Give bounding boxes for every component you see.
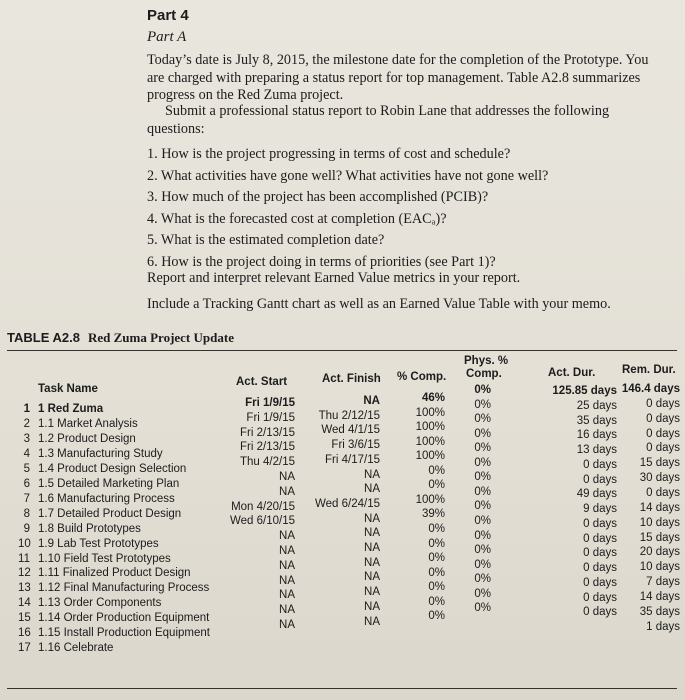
cell-actual-duration: 16 days	[576, 429, 617, 442]
cell-percent-complete: 0%	[428, 522, 445, 535]
cell-remaining-duration: 35 days	[639, 605, 680, 618]
cell-remaining-duration: 7 days	[646, 576, 680, 589]
cell-actual-duration: 0 days	[583, 532, 617, 545]
cell-remaining-duration: 0 days	[646, 442, 680, 455]
cell-actual-finish: NA	[364, 586, 380, 599]
cell-row-number: 1	[23, 403, 30, 415]
cell-row-number: 12	[18, 567, 31, 580]
cell-task-name: 1.14 Order Production Equipment	[38, 612, 210, 625]
question-item: 5. What is the estimated completion date?	[147, 232, 385, 248]
cell-percent-complete: 46%	[421, 392, 445, 404]
cell-actual-finish: NA	[364, 512, 380, 525]
cell-actual-duration: 0 days	[583, 458, 617, 471]
cell-task-name: 1.15 Install Production Equipment	[38, 627, 210, 640]
cell-actual-start: Fri 2/13/15	[240, 426, 295, 439]
cell-task-name: 1.7 Detailed Product Design	[38, 507, 182, 520]
cell-remaining-duration: 14 days	[639, 590, 680, 603]
cell-task-name: 1.13 Order Components	[38, 597, 162, 610]
cell-actual-finish: NA	[364, 527, 380, 540]
cell-remaining-duration: 0 days	[646, 486, 680, 499]
cell-percent-complete: 100%	[415, 493, 445, 506]
cell-actual-finish: Thu 2/12/15	[318, 409, 380, 422]
intro-paragraph: Today’s date is July 8, 2015, the milestone date for the completion of the Prototype. You are charged with preparing a status report for top management. Table A2.8 summarizes progress on the Red Zuma project.	[147, 52, 649, 103]
cell-actual-finish: Wed 6/24/15	[314, 497, 380, 510]
cell-row-number: 17	[18, 642, 31, 655]
cell-actual-duration: 49 days	[576, 488, 617, 501]
report-note: Report and interpret relevant Earned Value metrics in your report.	[147, 270, 521, 286]
cell-remaining-duration: 15 days	[639, 457, 680, 470]
cell-physical-complete: 0%	[474, 514, 491, 527]
cell-actual-duration: 25 days	[576, 399, 617, 412]
cell-actual-start: NA	[279, 545, 295, 557]
cell-task-name: 1.5 Detailed Marketing Plan	[38, 477, 180, 490]
cell-physical-complete: 0%	[474, 384, 491, 396]
cell-row-number: 7	[23, 492, 30, 505]
cell-physical-complete: 0%	[474, 558, 491, 571]
cell-percent-complete: 0%	[428, 552, 445, 565]
question-item: 1. How is the project progressing in terms of cost and schedule?	[147, 146, 511, 162]
cell-row-number: 9	[23, 522, 30, 535]
include-note: Include a Tracking Gantt chart as well as an Earned Value Table with your memo.	[147, 296, 611, 312]
cell-physical-complete: 0%	[474, 442, 491, 455]
table-title: Red Zuma Project Update	[87, 330, 234, 345]
cell-actual-start: Fri 1/9/15	[245, 397, 295, 409]
cell-actual-start: NA	[279, 471, 295, 483]
question-item: 2. What activities have gone well? What activities have not gone well?	[147, 167, 549, 184]
cell-remaining-duration: 0 days	[646, 412, 680, 425]
cell-actual-duration: 0 days	[583, 562, 617, 574]
cell-row-number: 3	[23, 432, 30, 445]
cell-task-name: 1 Red Zuma	[38, 403, 104, 415]
cell-physical-complete: 0%	[474, 500, 491, 513]
cell-task-name: 1.10 Field Test Prototypes	[38, 552, 171, 565]
cell-percent-complete: 0%	[428, 479, 445, 492]
cell-physical-complete: 0%	[474, 413, 491, 426]
cell-remaining-duration: 1 days	[646, 620, 680, 633]
instruction-paragraph: Submit a professional status report to Robin Lane that addresses the following questions:	[147, 103, 610, 137]
cell-actual-start: NA	[279, 530, 295, 543]
cell-physical-complete: 0%	[474, 529, 491, 542]
cell-physical-complete: 0%	[474, 471, 491, 484]
header-act-dur: Act. Dur.	[548, 367, 596, 379]
cell-actual-finish: NA	[364, 600, 380, 613]
cell-task-name: 1.4 Product Design Selection	[38, 462, 187, 475]
sub-heading: Part A	[147, 29, 187, 45]
cell-actual-start: NA	[279, 559, 295, 572]
cell-percent-complete: 0%	[428, 581, 445, 594]
cell-actual-duration: 0 days	[583, 591, 617, 604]
cell-task-name: 1.9 Lab Test Prototypes	[38, 537, 159, 550]
cell-actual-finish: NA	[364, 615, 380, 628]
cell-actual-duration: 0 days	[583, 547, 617, 560]
cell-row-number: 8	[23, 507, 30, 520]
cell-remaining-duration: 0 days	[646, 397, 680, 410]
cell-task-name: 1.12 Final Manufacturing Process	[38, 582, 210, 595]
cell-actual-start: Mon 4/20/15	[231, 500, 295, 513]
cell-physical-complete: 0%	[474, 485, 491, 498]
cell-row-number: 5	[23, 462, 30, 475]
cell-remaining-duration: 30 days	[639, 472, 680, 485]
cell-task-name: 1.6 Manufacturing Process	[38, 492, 175, 505]
cell-remaining-duration: 14 days	[639, 501, 680, 514]
cell-row-number: 16	[18, 627, 31, 640]
cell-actual-start: NA	[279, 574, 295, 587]
header-task-name: Task Name	[38, 383, 98, 395]
cell-task-name: 1.16 Celebrate	[38, 642, 114, 655]
header-phys-line1: Phys. %	[464, 355, 509, 367]
cell-remaining-duration: 0 days	[646, 427, 680, 440]
cell-actual-finish: NA	[363, 395, 380, 407]
cell-row-number: 4	[23, 447, 30, 460]
header-comp: % Comp.	[397, 371, 447, 383]
cell-row-number: 14	[18, 597, 31, 610]
cell-actual-finish: NA	[364, 542, 380, 554]
cell-physical-complete: 0%	[474, 427, 491, 440]
cell-actual-finish: NA	[364, 483, 380, 496]
cell-row-number: 10	[18, 537, 31, 550]
cell-percent-complete: 0%	[428, 595, 445, 608]
cell-actual-start: Thu 4/2/15	[240, 456, 295, 469]
cell-actual-start: Fri 1/9/15	[246, 411, 295, 424]
cell-physical-complete: 0%	[474, 398, 491, 411]
cell-actual-duration: 35 days	[576, 414, 617, 427]
cell-actual-finish: Wed 4/1/15	[321, 424, 380, 437]
cell-actual-start: Fri 2/13/15	[240, 441, 295, 454]
cell-physical-complete: 0%	[474, 544, 491, 557]
cell-remaining-duration: 15 days	[639, 531, 680, 544]
cell-percent-complete: 100%	[415, 421, 445, 434]
cell-remaining-duration: 20 days	[639, 546, 680, 559]
cell-percent-complete: 0%	[428, 610, 445, 623]
cell-physical-complete: 0%	[474, 587, 491, 600]
cell-task-name: 1.11 Finalized Product Design	[38, 567, 191, 580]
cell-actual-finish: NA	[364, 468, 380, 481]
cell-remaining-duration: 146.4 days	[621, 383, 680, 395]
cell-percent-complete: 0%	[428, 566, 445, 579]
table-label: TABLE A2.8	[7, 330, 80, 345]
cell-row-number: 15	[18, 612, 31, 625]
cell-actual-duration: 125.85 days	[552, 385, 617, 397]
cell-remaining-duration: 10 days	[639, 561, 680, 574]
cell-actual-start: NA	[279, 589, 295, 602]
cell-actual-start: NA	[279, 485, 295, 498]
cell-actual-duration: 0 days	[583, 606, 617, 619]
cell-actual-duration: 0 days	[583, 473, 617, 486]
cell-percent-complete: 100%	[415, 435, 445, 448]
part-heading: Part 4	[147, 7, 189, 24]
question-item: 3. How much of the project has been accomplished (PCIB)?	[147, 189, 489, 205]
cell-actual-duration: 0 days	[583, 576, 617, 589]
cell-percent-complete: 100%	[415, 450, 445, 463]
cell-percent-complete: 100%	[415, 406, 445, 419]
header-act-start: Act. Start	[236, 376, 288, 388]
cell-actual-start: Wed 6/10/15	[229, 515, 295, 528]
cell-physical-complete: 0%	[474, 573, 491, 586]
header-act-finish: Act. Finish	[322, 373, 381, 385]
header-phys-line2: Comp.	[466, 368, 502, 380]
cell-physical-complete: 0%	[474, 602, 491, 615]
cell-actual-finish: NA	[364, 556, 380, 569]
cell-actual-finish: Fri 4/17/15	[325, 453, 380, 466]
cell-row-number: 13	[18, 582, 31, 595]
cell-physical-complete: 0%	[474, 456, 491, 469]
cell-actual-start: NA	[279, 619, 295, 631]
cell-task-name: 1.3 Manufacturing Study	[38, 447, 163, 460]
cell-actual-duration: 9 days	[583, 503, 617, 515]
cell-percent-complete: 0%	[428, 464, 445, 477]
cell-task-name: 1.2 Product Design	[38, 432, 136, 445]
cell-task-name: 1.1 Market Analysis	[38, 417, 138, 430]
cell-percent-complete: 0%	[428, 537, 445, 550]
question-item: 4. What is the forecasted cost at completion (EACₐ)?	[147, 210, 447, 227]
cell-actual-start: NA	[279, 604, 295, 617]
cell-task-name: 1.8 Build Prototypes	[38, 522, 141, 535]
header-rem-dur: Rem. Dur.	[622, 364, 676, 376]
cell-actual-duration: 13 days	[576, 444, 617, 456]
cell-actual-finish: Fri 3/6/15	[331, 439, 380, 452]
cell-row-number: 2	[23, 417, 30, 430]
cell-actual-finish: NA	[364, 571, 380, 584]
cell-actual-duration: 0 days	[583, 517, 617, 530]
cell-row-number: 11	[18, 552, 30, 565]
cell-percent-complete: 39%	[421, 508, 445, 521]
cell-remaining-duration: 10 days	[639, 516, 680, 529]
cell-row-number: 6	[23, 477, 30, 490]
question-item: 6. How is the project doing in terms of priorities (see Part 1)?	[147, 253, 496, 270]
